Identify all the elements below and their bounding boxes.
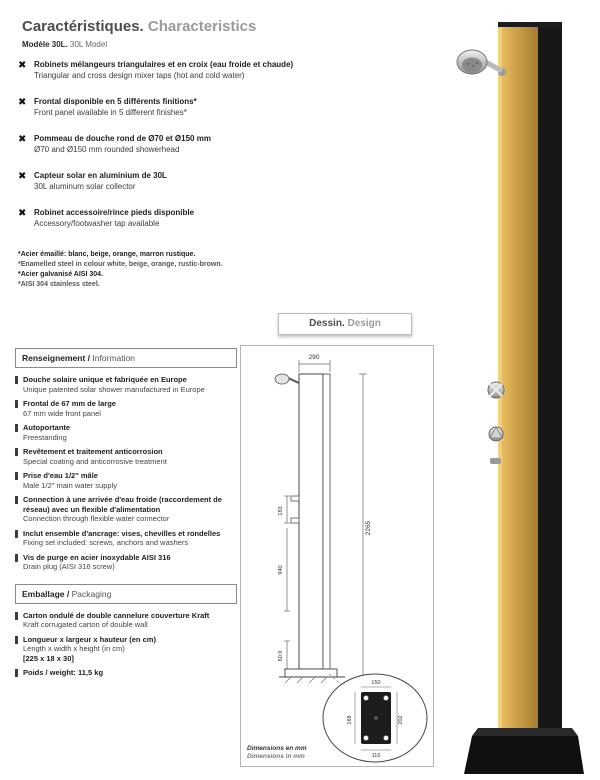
dimensions-note xyxy=(247,745,307,761)
rear-panel xyxy=(536,24,562,736)
packaging-item xyxy=(15,611,237,630)
feature-en: Triangular and cross design mixer taps (hot and cold water) xyxy=(34,70,245,80)
feature-en: Ø70 and Ø150 mm rounded showerhead xyxy=(34,144,180,154)
pack-en: Length x width x height (in cm) xyxy=(23,644,125,653)
dim-label-plate-bottom: 116 xyxy=(371,753,381,759)
packaging-header xyxy=(15,584,237,604)
info-fr: Vis de purge en acier inoxydable AISI 316 xyxy=(23,552,171,562)
dimensions-note-fr: Dimensions en mm xyxy=(247,745,307,752)
design-header-en: Design xyxy=(347,318,381,329)
info-en: Unique patented solar shower manufactured in Europe xyxy=(23,384,205,394)
feature-en: Front panel available in 5 different finishes* xyxy=(34,107,187,117)
base-plinth xyxy=(464,736,584,774)
info-fr: Revêtement et traitement anticorrosion xyxy=(23,447,163,456)
technical-drawing xyxy=(241,346,433,766)
design-header xyxy=(278,313,412,335)
feature-item xyxy=(18,134,438,155)
information-header-en: Information xyxy=(92,353,135,363)
feature-item xyxy=(18,171,438,192)
drawing-column-side xyxy=(323,374,330,669)
pack-fr: Carton ondulé de double cannelure couverture Kraft xyxy=(23,610,210,620)
info-item xyxy=(15,375,237,394)
feature-fr: Robinet accessoire/rince pieds disponible xyxy=(34,208,195,217)
footwasher-spout xyxy=(490,458,501,464)
information-section xyxy=(15,348,237,683)
info-en: Fixing set included: screws, anchors and washers xyxy=(23,538,189,547)
dim-label-total-height: 2265 xyxy=(365,520,372,536)
model-en: 30L Model xyxy=(70,40,108,49)
footnote-line: *Acier émaillé: blanc, beige, orange, marron rustique. xyxy=(18,251,196,258)
pack-fr: Longueur x largeur x hauteur (en cm) xyxy=(23,634,156,644)
info-item xyxy=(15,553,237,572)
footnote-line: *Acier galvanisé AISI 304. xyxy=(18,271,103,278)
model-line xyxy=(22,40,107,49)
info-fr: Connection à une arrivée d'eau froide (raccordement de réseau) avec un flexible d'alimentation xyxy=(23,495,222,514)
pack-en: Kraft corrugated carton of double wall xyxy=(23,620,148,629)
dim-label-plate-right: 202 xyxy=(398,715,404,725)
info-item xyxy=(15,447,237,466)
info-en: Special coating and anticorrosive treatment xyxy=(23,456,167,466)
bullet-bar-icon xyxy=(15,471,23,490)
information-header-fr: Renseignement / xyxy=(22,353,91,363)
drawing-tap xyxy=(291,496,299,501)
information-header xyxy=(15,348,237,368)
footnotes xyxy=(18,250,438,290)
page-title xyxy=(22,18,256,35)
x-mark-icon: ✖ xyxy=(18,60,27,71)
dim-label-bottom-section: 60.9 xyxy=(278,650,284,662)
dim-label-top-width: 290 xyxy=(308,354,320,361)
info-item xyxy=(15,529,237,548)
feature-fr: Robinets mélangeurs triangulaires et en croix (eau froide et chaude) xyxy=(34,60,294,69)
dim-label-plate-top: 150 xyxy=(371,680,381,686)
info-fr: Inclut ensemble d'ancrage: vises, chevilles et rondelles xyxy=(23,528,221,538)
feature-fr: Frontal disponible en 5 différents finitions* xyxy=(34,97,197,106)
feature-fr: Pommeau de douche rond de Ø70 et Ø150 mm xyxy=(34,134,211,143)
dim-label-tap-section: 183 xyxy=(278,506,284,516)
dim-label-plate-left: 168 xyxy=(347,715,353,725)
info-fr: Frontal de 67 mm de large xyxy=(23,399,116,408)
packaging-header-fr: Emballage / xyxy=(22,588,70,599)
bullet-bar-icon xyxy=(15,423,23,442)
feature-item xyxy=(18,60,438,81)
feature-list xyxy=(18,60,438,245)
model-fr: Modèle 30L. xyxy=(22,40,68,49)
info-fr: Prise d'eau 1/2" mâle xyxy=(23,471,98,480)
feature-item xyxy=(18,208,438,229)
drawing-shower-head xyxy=(275,374,289,384)
pack-fr: Poids / weight: 11,5 kg xyxy=(23,668,104,677)
feature-fr: Capteur solar en aluminium de 30L xyxy=(34,171,167,180)
x-mark-icon: ✖ xyxy=(18,97,27,108)
packaging-header-en: Packaging xyxy=(71,588,112,599)
bullet-bar-icon xyxy=(15,553,23,572)
feature-en: 30L aluminum solar collector xyxy=(34,181,136,191)
drawing-tap xyxy=(291,518,299,523)
info-en: Connection through flexible water connector xyxy=(23,514,170,523)
bullet-bar-icon xyxy=(15,529,23,548)
technical-drawing-panel xyxy=(240,345,434,767)
info-en: 67 mm wide front panel xyxy=(23,408,101,418)
page-title-fr: Caractéristiques. xyxy=(22,18,144,35)
bullet-bar-icon xyxy=(15,447,23,466)
bullet-bar-icon xyxy=(15,495,23,524)
bullet-bar-icon xyxy=(15,375,23,394)
bullet-bar-icon xyxy=(15,611,23,630)
product-photo xyxy=(450,22,598,774)
front-panel xyxy=(498,24,538,736)
pack-dims: [225 x 18 x 30] xyxy=(23,653,74,663)
packaging-item xyxy=(15,668,237,678)
design-header-fr: Dessin. xyxy=(309,318,345,329)
info-item xyxy=(15,471,237,490)
x-mark-icon: ✖ xyxy=(18,171,27,182)
info-en: Freestanding xyxy=(23,432,67,442)
bullet-bar-icon xyxy=(15,399,23,418)
x-mark-icon: ✖ xyxy=(18,208,27,219)
footnote-line: *Enamelled steel in colour white, beige, orange, rustic-brown. xyxy=(18,261,223,268)
footnote-line: *AISI 304 stainless steel. xyxy=(18,281,100,288)
x-mark-icon: ✖ xyxy=(18,134,27,145)
info-fr: Douche solaire unique et fabriquée en Europe xyxy=(23,375,187,384)
info-item xyxy=(15,423,237,442)
dimensions-note-en: Dimensions in mm xyxy=(247,753,305,760)
info-fr: Autoportante xyxy=(23,423,71,432)
info-item xyxy=(15,399,237,418)
info-item xyxy=(15,495,237,524)
drawing-base xyxy=(285,669,337,677)
page-title-en: Characteristics xyxy=(147,18,257,35)
solar-shower-image xyxy=(450,22,598,774)
info-en: Drain plug (AISI 316 screw) xyxy=(23,562,115,571)
drawing-column xyxy=(299,374,323,669)
base-top xyxy=(472,728,578,736)
feature-item xyxy=(18,97,438,118)
packaging-item xyxy=(15,635,237,664)
bullet-bar-icon xyxy=(15,668,23,678)
info-en: Male 1/2" main water supply xyxy=(23,480,117,490)
dim-label-mid-section: 940 xyxy=(278,565,284,575)
bullet-bar-icon xyxy=(15,635,23,664)
feature-en: Accessory/footwasher tap available xyxy=(34,218,160,228)
